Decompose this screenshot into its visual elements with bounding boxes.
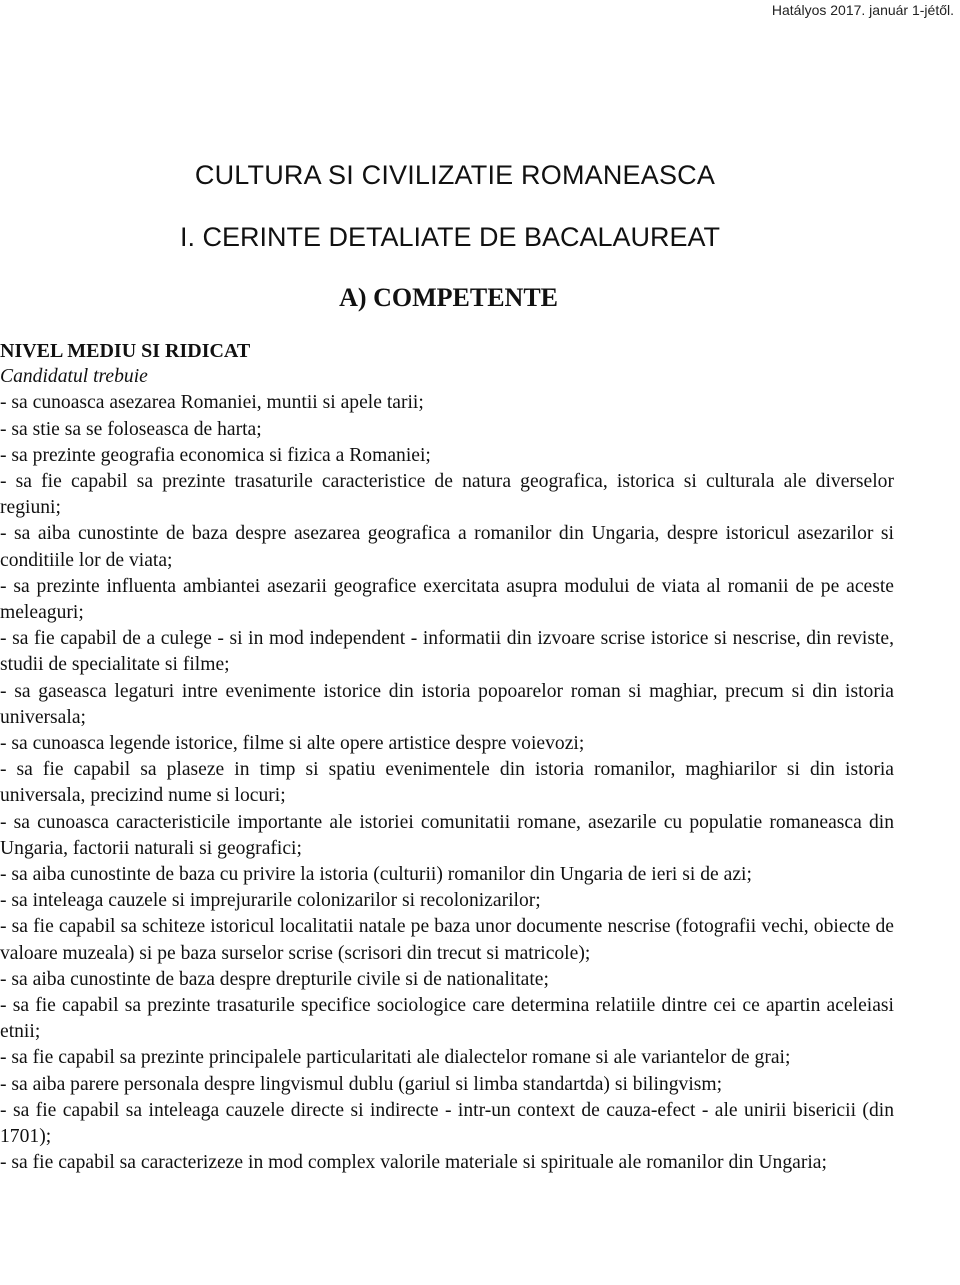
list-item: - sa fie capabil sa prezinte trasaturile caracteristice de natura geografica, istorica si culturala ale diverselor regiuni; bbox=[0, 471, 894, 519]
list-item: - sa fie capabil sa prezinte principalele particularitati ale dialectelor romane si ale variantelor de grai; bbox=[0, 1047, 791, 1069]
list-item: - sa prezinte influenta ambiantei asezarii geografice exercitata asupra modului de viata al romanii de pe aceste meleaguri; bbox=[0, 575, 894, 624]
competence-list bbox=[0, 390, 894, 1176]
list-item: - sa fie capabil sa prezinte trasaturile specifice sociologice care determina relatiile dintre cei ce apartin aceleiasi etnii; bbox=[0, 995, 894, 1043]
list-item: - sa gaseasca legaturi intre evenimente istorice din istoria popoarelor roman si maghiar, precum si din istoria universala; bbox=[0, 680, 894, 728]
candidate-intro: Candidatul trebuie bbox=[0, 366, 148, 388]
list-item: - sa stie sa se foloseasca de harta; bbox=[0, 418, 262, 440]
document-body bbox=[0, 338, 894, 1177]
list-item: - sa aiba parere personala despre lingvismul dublu (gariul si limba standartda) si bilingvism; bbox=[0, 1073, 723, 1095]
list-item: - sa fie capabil sa caracterizeze in mod complex valorile materiale si spirituale ale romanilor din Ungaria; bbox=[0, 1152, 827, 1174]
list-item: - sa fie capabil sa inteleaga cauzele directe si indirecte - intr-un context de cauza-efect - ale unirii bisericii (din 1701); bbox=[0, 1099, 894, 1148]
list-item: - sa aiba cunostinte de baza despre asezarea geografica a romanilor din Ungaria, despre istoricul asezarilor si conditiile lor de viata; bbox=[0, 523, 894, 571]
list-item: - sa fie capabil de a culege - si in mod independent - informatii din izvoare scrise istorice si nescrise, din reviste, studii de specialitate si filme; bbox=[0, 628, 894, 676]
subsection-title: A) COMPETENTE bbox=[339, 283, 558, 312]
validity-note: Hatályos 2017. január 1-jétől. bbox=[771, 2, 954, 18]
list-item: - sa inteleaga cauzele si imprejurarile colonizarilor si recolonizarilor; bbox=[0, 890, 541, 912]
list-item: - sa cunoasca legende istorice, filme si alte opere artistice despre voievozi; bbox=[0, 733, 585, 755]
list-item: - sa cunoasca asezarea Romaniei, muntii si apele tarii; bbox=[0, 392, 424, 414]
list-item: - sa aiba cunostinte de baza despre drepturile civile si de nationalitate; bbox=[0, 968, 549, 990]
list-item: - sa cunoasca caracteristicile importante ale istoriei comunitatii romane, asezarile cu populatie romaneasca din Ungaria, factorii naturali si geografici; bbox=[0, 811, 894, 859]
list-item: - sa fie capabil sa plaseze in timp si spatiu evenimentele din istoria romanilor, maghiarilor si din istoria universala, precizind nume si locuri; bbox=[0, 759, 894, 807]
list-item: - sa aiba cunostinte de baza cu privire la istoria (culturii) romanilor din Ungaria de ieri si de azi; bbox=[0, 864, 752, 886]
document-title: CULTURA SI CIVILIZATIE ROMANEASCA bbox=[194, 160, 716, 190]
list-item: - sa fie capabil sa schiteze istoricul localitatii natale pe baza unor documente nescrise (fotografii vechi, obiecte de valoare muzeala) si pe baza surselor scrise (scrisori din trecut si matricole); bbox=[0, 916, 894, 964]
level-heading: NIVEL MEDIU SI RIDICAT bbox=[0, 340, 251, 362]
list-item: - sa prezinte geografia economica si fizica a Romaniei; bbox=[0, 444, 431, 466]
section-title: I. CERINTE DETALIATE DE BACALAUREAT bbox=[179, 222, 721, 252]
